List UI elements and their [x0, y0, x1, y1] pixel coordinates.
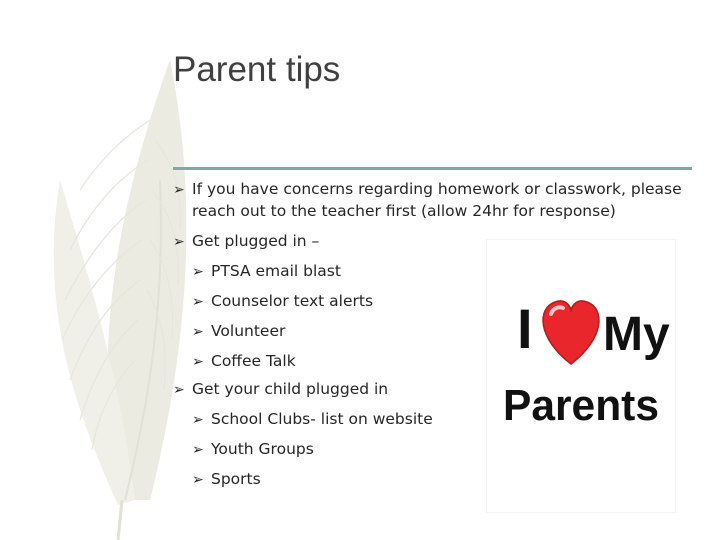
sub-bullet-item	[192, 438, 314, 461]
arrow-bullet-icon: ➢	[192, 294, 204, 310]
arrow-bullet-icon: ➢	[173, 182, 185, 198]
slide-title: Parent tips	[173, 50, 341, 89]
arrow-bullet-icon: ➢	[192, 442, 204, 458]
bullet-text-continuation: reach out to the teacher first (allow 24hr for response)	[192, 202, 616, 220]
image-word-parents: Parents	[503, 381, 659, 430]
bullet-text: Counselor text alerts	[211, 292, 374, 310]
bullet-text: Get plugged in –	[192, 232, 320, 250]
image-word-my: My	[603, 308, 670, 361]
bullet-text: Get your child plugged in	[192, 380, 389, 398]
bullet-text: School Clubs- list on website	[211, 410, 433, 428]
bullet-text: PTSA email blast	[211, 262, 341, 280]
i-love-my-parents-image	[487, 240, 675, 512]
bullet-text: If you have concerns regarding homework or classwork, please	[192, 180, 682, 198]
sub-bullet-item	[192, 260, 341, 283]
sub-bullet-item	[192, 468, 261, 491]
bullet-item	[173, 378, 388, 401]
arrow-bullet-icon: ➢	[173, 234, 185, 250]
arrow-bullet-icon: ➢	[173, 382, 185, 398]
arrow-bullet-icon: ➢	[192, 354, 204, 370]
i-love-my-parents-graphic	[487, 240, 675, 512]
image-word-i: I	[517, 297, 533, 360]
sub-bullet-item	[192, 350, 296, 373]
title-divider	[173, 167, 692, 170]
bullet-text: Volunteer	[211, 322, 286, 340]
arrow-bullet-icon: ➢	[192, 264, 204, 280]
arrow-bullet-icon: ➢	[192, 324, 204, 340]
arrow-bullet-icon: ➢	[192, 412, 204, 428]
bullet-text: Youth Groups	[211, 440, 314, 458]
bullet-text: Coffee Talk	[211, 352, 296, 370]
arrow-bullet-icon: ➢	[192, 472, 204, 488]
bullet-item	[173, 178, 682, 220]
sub-bullet-item	[192, 290, 373, 313]
heart-icon	[543, 301, 599, 364]
bullet-item	[173, 230, 319, 253]
bullet-text: Sports	[211, 470, 261, 488]
sub-bullet-item	[192, 408, 433, 431]
sub-bullet-item	[192, 320, 285, 343]
